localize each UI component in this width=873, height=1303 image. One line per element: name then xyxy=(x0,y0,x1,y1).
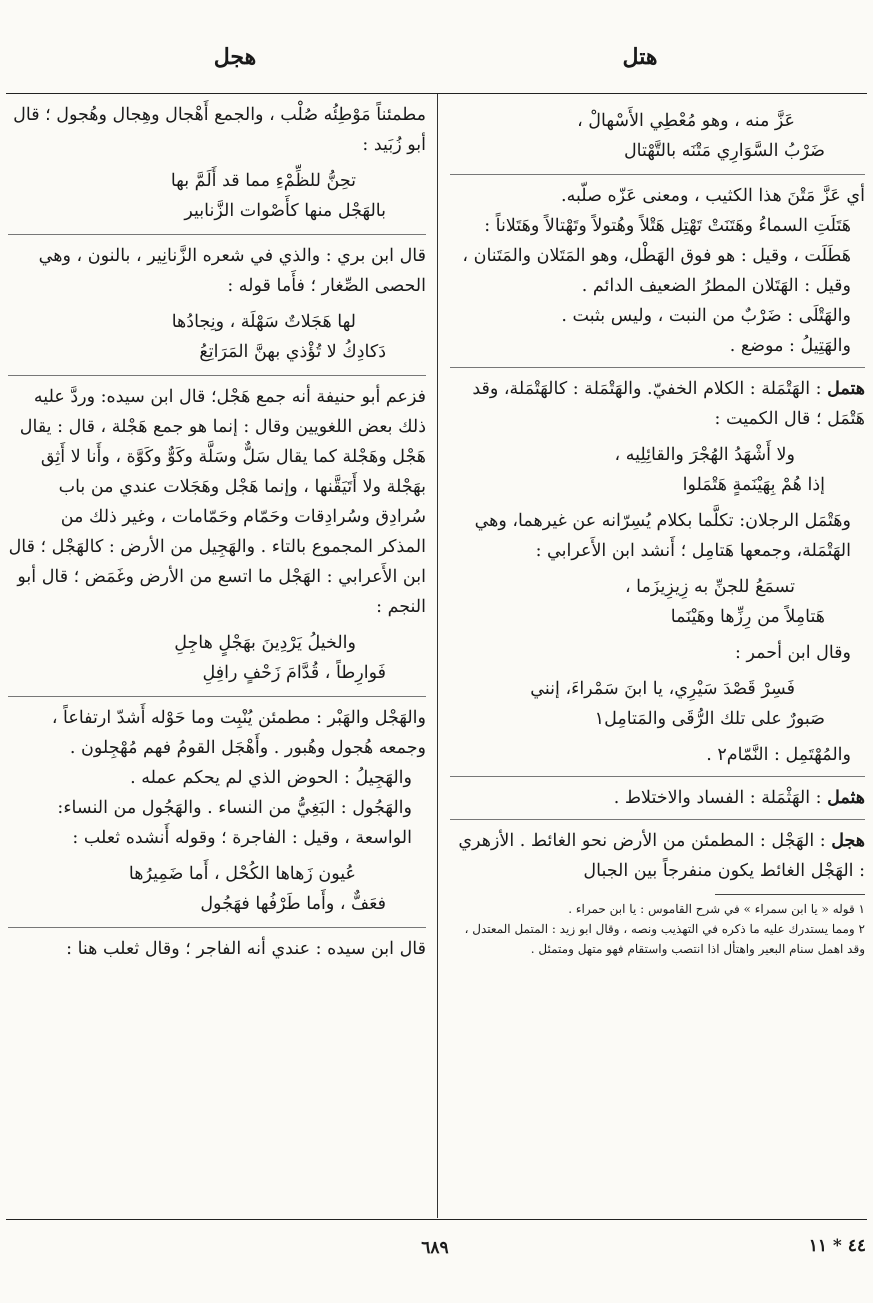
footnote-rule xyxy=(715,894,865,895)
verse-line: فَوارِطاً ، قُدَّامَ زَحْفٍ رافِلِ xyxy=(202,663,386,683)
separator xyxy=(450,174,865,175)
verse xyxy=(8,857,426,921)
column-divider xyxy=(437,94,438,1218)
verse-line: فَسِرْ قَصْدَ سَيْرِي، يا ابنَ سَمْراءَ، إنني xyxy=(530,679,795,699)
paragraph: هَتَلَتِ السماءُ وهَتَنَتْ تَهْتِل هَتْلاً وهُتولاً وتَهْتالاً وهَتَلاناً : هَطَلَت ، وقيل : هو فوق الهَطْل، وهو المَتَلان والمَتَنان ، وقيل : الهَتَلان المطرُ الضعيف الدائم . xyxy=(462,216,851,296)
separator xyxy=(8,234,426,235)
entry-text: : الهَجْل : المطمئن من الأرض نحو الغائط . الأزهري : الهَجْل الغائط يكون منفرجاً بين الجبال xyxy=(458,831,865,881)
separator xyxy=(450,819,865,820)
entry-hathmal xyxy=(450,783,865,813)
verse xyxy=(8,305,426,369)
right-column xyxy=(450,100,865,959)
separator xyxy=(8,375,426,376)
verse xyxy=(8,164,426,228)
verse xyxy=(450,104,865,168)
paragraph: والمُهْتَمِل : النَّمّام٢ . xyxy=(706,745,851,765)
separator xyxy=(8,696,426,697)
page-number: ٦٨٩ xyxy=(421,1238,449,1258)
verse xyxy=(450,672,865,736)
verse-line: ولا أَشْهَدُ الهُجْرَ والقائِلِيه ، xyxy=(614,445,795,465)
verse-line: تحِنُّ للظِّمْءِ مما قد أَلَمَّ بها xyxy=(170,171,356,191)
header-keyword-left: هجل xyxy=(213,44,257,70)
footnote: ٢ ومما يستدرك عليه ما ذكره في التهذيب ونصه ، وقال ابو زيد : المتمل المعتدل ، وقد اهمل سنام البعير واهتأل اذا انتصب واستقام فهو متهل ومتمئل . xyxy=(464,922,865,956)
verse-line: لها هَجَلاتٌ سَهْلَة ، ونِجادُها xyxy=(171,312,356,332)
verse-line: بالهَجْل منها كأَصْوات الزَّنابير xyxy=(184,201,386,221)
verse-line: عَزَّ منه ، وهو مُعْطِي الأَسْهالْ ، xyxy=(577,111,795,131)
paragraph: قال ابن سيده : عندي أنه الفاجر ؛ وقال ثعلب هنا : xyxy=(66,939,426,959)
separator xyxy=(450,776,865,777)
verse-line: فعَفٌّ ، وأَما طَرْفُها فهَجُول xyxy=(200,894,386,914)
footnote: ١ قوله « يا ابن سمراء » في شرح القاموس : يا ابن حمراء . xyxy=(568,902,865,916)
verse-line: دَكادِكُ لا تُؤْذي بهنَّ المَرَاتِعُ xyxy=(199,342,386,362)
paragraph: والهَجُول : البَغِيُّ من النساء . والهَجُول من النساء: الواسعة ، وقيل : الفاجرة ؛ وقوله أَنشده ثعلب : xyxy=(57,798,412,848)
paragraph: قال ابن بري : والذي في شعره الزَّنانِير ، بالنون ، وهي الحصى الصِّغار ؛ فأَما قوله : xyxy=(38,246,426,296)
paragraph: والهَجْل والهَبْر : مطمئن يُنْبِت وما حَوْله أَشدّ ارتفاعاً ، وجمعه هُجول وهُبور . وأَهْجَل القومُ فهم مُهْجِلون . xyxy=(51,708,426,758)
separator xyxy=(8,927,426,928)
verse xyxy=(8,626,426,690)
entry-text: : الهَتْمَلة : الكلام الخفيّ. والهَتْمَلة : كالهَتْمَلة، وقد هَتْمَل ؛ قال الكميت : xyxy=(472,379,865,429)
paragraph: فزعم أبو حنيفة أنه جمع هَجْل؛ قال ابن سيده: وردَّ عليه ذلك بعض اللغويين وقال : إنما هو جمع هَجْلة ، قال : يقال هَجْل وهَجْلة كما يقال سَلٌّ وسَلَّة وكَوٌّ وكَوَّة ، وأَنا لا أَثِق بهَجْلة ولا أَتَيَقَّنها ، وإنما هَجْل وهَجَلات عندي من باب سُرادِق وسُرادِقات وحَمّام وحَمّامات ، وغير ذلك من المذكر المجموع بالتاء . والهَجِيل من الأرض : كالهَجْل ؛ قال ابن الأَعرابي : الهَجْل ما اتسع من الأرض وغَمَض ؛ قال أبو النجم : xyxy=(8,387,426,617)
verse xyxy=(450,570,865,634)
left-column xyxy=(8,100,426,964)
headword: هجل xyxy=(831,831,865,851)
paragraph: والهَتِيلُ : موضع . xyxy=(729,336,851,356)
paragraph: مطمئناً مَوْطِئُه صُلْب ، والجمع أَهْجال وهِجال وهُجول ؛ قال أبو زُبَيد : xyxy=(13,105,426,155)
paragraph: وهَتْمَل الرجلان: تكلَّما بكلام يُسِرّانه عن غيرهما، وهي الهَتْمَلة، وجمعها هَتامِل ؛ أَنشد ابن الأَعرابي : xyxy=(474,511,851,561)
paragraph: أي عَزَّ مَتْنَ هذا الكثيب ، ومعنى عَزّه صلّبه. xyxy=(561,186,865,206)
paragraph: وقال ابن أحمر : xyxy=(735,643,851,663)
verse-line: إذا هُمْ بِهَيْنَمةٍ هَتْمَلوا xyxy=(682,475,825,495)
signature-mark: ٤٤ * ١١ xyxy=(808,1236,866,1256)
verse xyxy=(450,438,865,502)
verse-line: هَتامِلاً من رِزِّها وهَيْنَما xyxy=(670,607,825,627)
headword: هتمل xyxy=(827,379,865,399)
separator xyxy=(450,367,865,368)
bottom-rule xyxy=(6,1219,867,1220)
paragraph: والهَتْلَى : ضَرْبٌ من النبت ، وليس بثبت . xyxy=(561,306,851,326)
verse-line: والخيلُ يَرْدِينَ بهَجْلٍ هاجِلِ xyxy=(174,633,356,653)
entry-hatmal xyxy=(450,374,865,434)
header-keyword-right: هتل xyxy=(622,44,658,70)
entry-text: : الهَثْمَلة : الفساد والاختلاط . xyxy=(613,788,828,808)
verse-line: صَبورٌ على تلك الرُّقَى والمَتامِل١ xyxy=(594,709,825,729)
headword: هثمل xyxy=(827,788,865,808)
entry-hajal xyxy=(450,826,865,886)
verse-line: تسمَعُ للجنِّ به زِيزِيزَما ، xyxy=(624,577,795,597)
verse-line: ضَرْبُ السَّوَارِي مَتْنَه بالتَّهْتال xyxy=(623,141,825,161)
paragraph: والهَجِيلُ : الحوض الذي لم يحكم عمله . xyxy=(130,768,412,788)
verse-line: عُيون زَهاها الكُحْل ، أَما ضَمِيرُها xyxy=(128,864,356,884)
